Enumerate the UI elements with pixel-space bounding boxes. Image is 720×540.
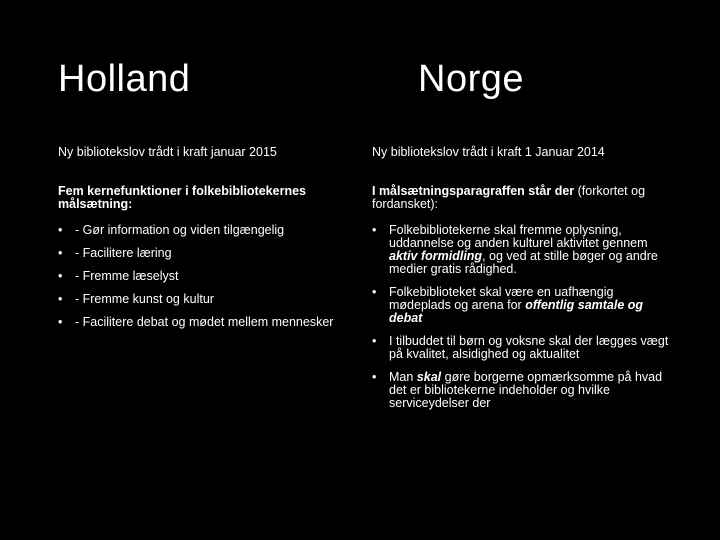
bullet-text-emphasis: offentlig samtale og debat [389, 298, 644, 325]
bullet-icon: • [372, 285, 377, 299]
bullet-list-holland [58, 224, 348, 329]
column-norge [372, 146, 672, 420]
list-item [372, 224, 672, 276]
list-item [58, 247, 348, 260]
list-item [372, 371, 672, 410]
bullet-icon: • [58, 292, 63, 306]
bullet-text-before: Man [389, 370, 417, 384]
bullet-icon: • [58, 315, 63, 329]
bullet-text-before: Folkebiblioteket skal være en uafhængig mødeplads og arena for [389, 285, 614, 312]
bullet-text-emphasis: skal [416, 370, 442, 384]
title-norge: Norge [418, 58, 524, 100]
intro-holland-text: Fem kernefunktioner i folkebibliotekernes målsætning: [58, 184, 306, 211]
bullet-text: - Facilitere læring [75, 246, 172, 260]
list-item [372, 335, 672, 361]
bullet-icon: • [372, 223, 377, 237]
bullet-icon: • [58, 269, 63, 283]
title-holland: Holland [58, 58, 191, 100]
bullet-text-emphasis: aktiv formidling [389, 249, 483, 263]
law-date-holland: Ny bibliotekslov trådt i kraft januar 2015 [58, 145, 277, 159]
intro-holland [58, 185, 348, 211]
bullet-text-after: , og ved at stille bøger og andre medier gratis rådighed. [389, 249, 658, 276]
list-item [372, 286, 672, 325]
intro-norge-strong: I målsætningsparagraffen står der [372, 184, 575, 198]
list-item [58, 270, 348, 283]
bullet-text: - Fremme kunst og kultur [75, 292, 214, 306]
column-holland [58, 146, 348, 339]
intro-norge-rest: (forkortet og fordansket): [372, 184, 646, 211]
bullet-text: - Gør information og viden tilgængelig [75, 223, 285, 237]
bullet-icon: • [372, 334, 377, 348]
list-item [58, 293, 348, 306]
list-item [58, 224, 348, 237]
bullet-list-norge [372, 224, 672, 410]
bullet-text-after: gøre borgerne opmærksomme på hvad det er bibliotekerne indeholder og hvilke serviceydelser der [389, 370, 663, 410]
bullet-icon: • [58, 246, 63, 260]
bullet-text-before: I tilbuddet til børn og voksne skal der lægges vægt på kvalitet, alsidighed og aktualitet [389, 334, 669, 361]
law-date-norge: Ny bibliotekslov trådt i kraft 1 Januar 2014 [372, 145, 605, 159]
bullet-icon: • [372, 370, 377, 384]
bullet-text-before: Folkebibliotekerne skal fremme oplysning, uddannelse og anden kulturel aktivitet gennem [389, 223, 648, 250]
bullet-text: - Facilitere debat og mødet mellem mennesker [75, 315, 334, 329]
bullet-icon: • [58, 223, 63, 237]
list-item [58, 316, 348, 329]
bullet-text: - Fremme læselyst [75, 269, 179, 283]
intro-norge [372, 185, 672, 211]
